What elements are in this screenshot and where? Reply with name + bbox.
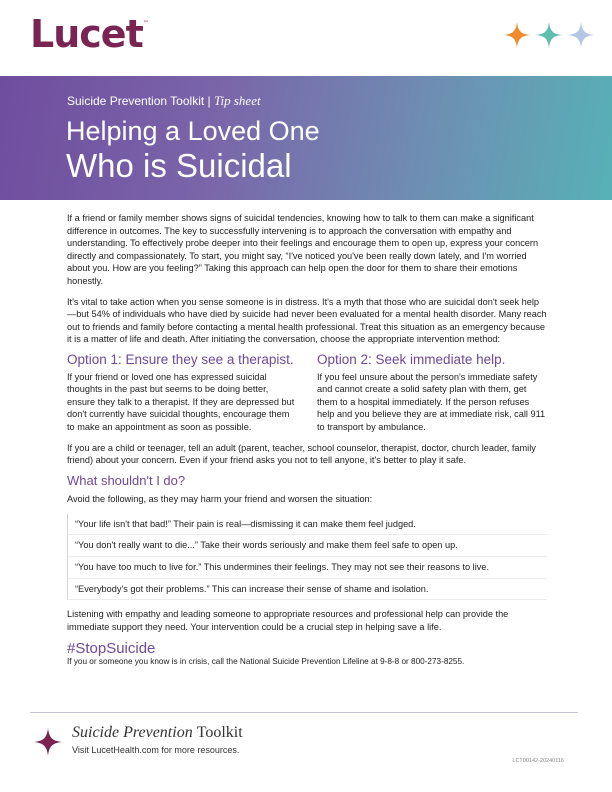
crisis-line-note: If you or someone you know is in crisis, call the National Suicide Prevention Lifeline at 9-8-8 or 800-273-8255. [67, 657, 465, 667]
lucet-logo [30, 12, 148, 56]
teal-star-icon [536, 22, 562, 48]
logo-text: Lucet [30, 12, 143, 56]
page-title-line2: Who is Suicidal [66, 147, 292, 184]
option-1-text: If your friend or loved one has expressed suicidal thoughts in the past but seems to be doing better, ensure they talk to a therapist. If they are depressed but don't currently have suicidal thoughts, encourage them to make an appointment as soon as possible. [67, 371, 295, 432]
footer-resources-link[interactable]: Visit LucetHealth.com for more resources. [72, 745, 240, 755]
closing-paragraph: Listening with empathy and leading someone to appropriate resources and professional help can provide the immediate support they need. Your intervention could be a crucial step in helping save a life. [67, 609, 509, 632]
footer-star-icon [34, 728, 62, 756]
footer-title-plain: Toolkit [196, 724, 243, 741]
avoid-intro: Avoid the following, as they may harm your friend and worsen the situation: [67, 494, 373, 505]
decorative-stars [504, 22, 594, 48]
document-code: LCT00142-20240116 [512, 758, 564, 764]
option-2 [317, 351, 547, 442]
page-title-line1: Helping a Loved One [66, 116, 320, 146]
option-1-heading: Option 1: Ensure they see a therapist. [67, 351, 294, 367]
what-not-to-do-heading: What shouldn't I do? [67, 472, 186, 488]
option-2-heading: Option 2: Seek immediate help. [317, 351, 506, 367]
footer-divider [30, 712, 578, 713]
trademark-mark: ™ [142, 20, 148, 27]
main-content [67, 212, 547, 669]
option-2-text: If you feel unsure about the person's immediate safety and cannot create a solid safety plan with them, get them to a hospital immediately. If the person refuses help and you believe they are at immediate risk, call 911 to transport by ambulance. [317, 371, 546, 432]
avoid-list [67, 514, 547, 600]
stop-suicide-hashtag: #StopSuicide [67, 640, 156, 658]
title-banner [0, 76, 612, 200]
option-1 [67, 351, 297, 442]
footer-title [72, 724, 243, 742]
intro-paragraph-1: If a friend or family member shows signs of suicidal tendencies, knowing how to talk to them can make a significant difference in outcomes. The key to successfully intervening is to approach the conversation with empathy and understanding. To effectively probe deeper into their feelings and encourage them to open up, express your concern directly and compassionately. To start, you might say, “I've noticed you've been really down lately, and I'm worried about you. How are you feeling?” Taking this approach can help open the door for them to share their emotions honestly. [67, 213, 539, 286]
options-columns [67, 351, 547, 442]
light-blue-star-icon [568, 22, 594, 48]
orange-star-icon [504, 22, 530, 48]
avoid-item: “Your life isn't that bad!” Their pain is real—dismissing it can make them feel judged. [67, 514, 547, 536]
avoid-item: “You have too much to live for.” This undermines their feelings. They may not see their reasons to live. [67, 557, 547, 579]
avoid-item: “You don't really want to die...” Take their words seriously and make them feel safe to open up. [67, 535, 547, 557]
teen-note: If you are a child or teenager, tell an adult (parent, teacher, school counselor, therapist, doctor, church leader, family friend) about your concern. Even if your friend asks you not to tell anyone, it's better to play it safe. [67, 442, 536, 466]
kicker-text: Suicide Prevention Toolkit | [67, 94, 211, 108]
banner-kicker [67, 93, 261, 109]
footer-title-italic: Suicide Prevention [72, 724, 193, 741]
kicker-tip-sheet: Tip sheet [214, 93, 261, 108]
intro-paragraph-2: It's vital to take action when you sense someone is in distress. It's a myth that those who are suicidal don't seek help—but 54% of individuals who have died by suicide had never been evaluated for a mental health disorder. Many reach out to friends and family before contacting a mental health professional. Treat this situation as an emergency because it is a matter of life and death. After initiating the conversation, choose the appropriate intervention method: [67, 296, 547, 345]
avoid-item: “Everybody's got their problems.” This can increase their sense of shame and isolation. [67, 579, 547, 601]
